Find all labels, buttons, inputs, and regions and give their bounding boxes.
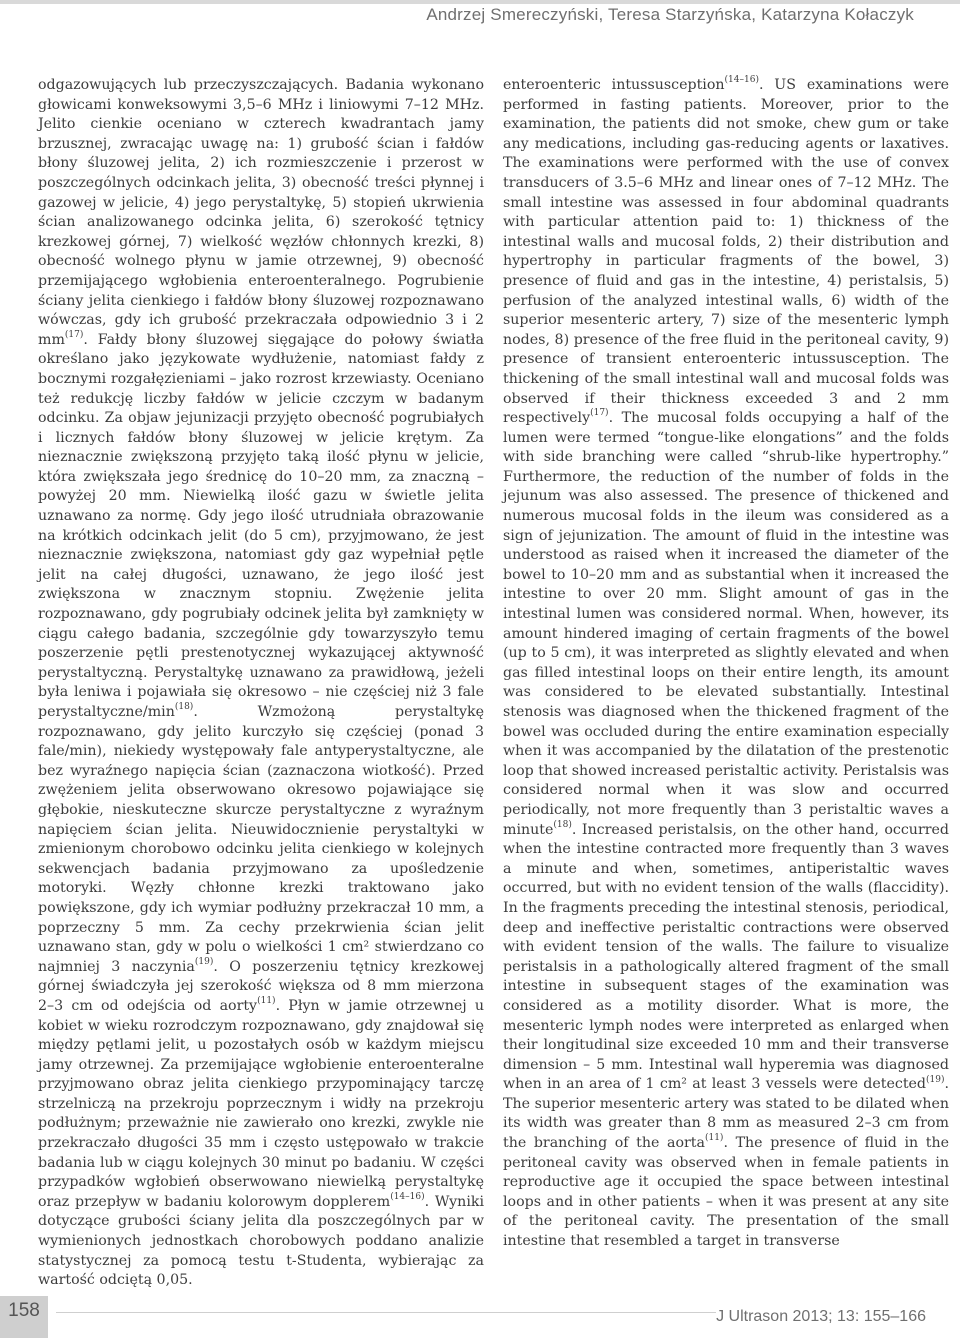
text-segment: . Fałdy błony śluzowej sięgające do połowy światła określano jako językowate wydłużenie, natomiast fałdy z bocznymi rozgałęzieniami – jako rozrost krzewiasty. Oceniano też redukcję liczby fałdów w jelicie czczym w badanym odcinku. Za objaw jejunizacji przyjęto obecność pogrubiałych i licznych fałdów błony śluzowej w jelicie krętym. Za nieznacznie zwiększoną przyjęto taką ilość płynu w jelicie, która zwiększała jego średnicę do 10–20 mm, za znaczną – powyżej 20 mm. Niewielką ilość gazu w świetle jelita uznawano za normę. Gdy jego ilość utrudniała obrazowanie na krótkich odcinkach jelit (do 5 cm), przyjmowano, że jest nieznacznie zwiększona, natomiast gdy gaz wypełniał pętle jelit na całej długości, uznawano, że jego ilość jest zwiększona w znacznym stopniu. Zwężenie jelita rozpoznawano, gdy pogrubiały odcinek jelita był zamknięty w ciągu całego badania, szczególnie gdy towarzyszyło temu poszerzenie pętli prestenotycznej wykazującej aktywność perystaltyczną. Perystaltykę uznawano za prawidłową, jeżeli była leniwa i pojawiała się okresowo – nie częściej niż 3 fale perystaltyczne/min xyxy=(38,331,484,720)
citation-ref: (17) xyxy=(590,408,609,419)
text-segment: . The superior mesenteric artery was stated to be dilated when its width was greater than 8 mm as measured 2–3 cm from the branching of the aorta xyxy=(503,1076,949,1152)
header-rule xyxy=(0,0,960,4)
citation-ref: (19) xyxy=(926,1074,945,1085)
citation-ref: (14–16) xyxy=(724,75,759,86)
citation-ref: (11) xyxy=(704,1133,724,1144)
text-segment: . Wzmożoną perystaltykę rozpoznawano, gdy jelito kurczyło się częściej (ponad 3 fale/min), niekiedy występowały fale antyperystaltyczne, ale bez wyraźnego napięcia ścian (zaznaczona wiotkość). Przed zwężeniem jelita obserwowano okresowo pojawiające się głębokie, nieskuteczne skurcze perystaltyczne z wyraźnym napięciem ścian jelita. Nieuwidocznienie perystaltyki w zmienionym chorobowo odcinku jelita cienkiego w kolejnych sekwencjach badania przyjmowano za upośledzenie motoryki. Węzły chłonne krezki traktowano jako powiększone, gdy ich wymiar podłużny przekraczał 10 mm, a poprzeczny 5 mm. Za cechy przekrwienia ścian jelit uznawano stan, gdy w polu o wielkości 1 cm² stwierdzano co najmniej 3 naczynia xyxy=(38,704,484,975)
english-paragraph xyxy=(503,76,949,1252)
text-segment: odgazowujących lub przeczyszczających. Badania wykonano głowicami konweksowymi 3,5–6 MHz i liniowymi 7–12 MHz. Jelito cienkie oceniano w czterech kwadrantach jamy brzusznej, zwracając uwagę na: 1) grubość ścian i fałdów błony śluzowej jelita, 2) ich rozmieszczenie i przerost w poszczególnych odcinkach jelita, 3) obecność treści płynnej i gazowej w jelicie, 4) jego perystaltykę, 5) stopień ukrwienia ścian analizowanego odcinka jelita, 6) szerokość tętnicy krezkowej górnej, 7) wielkość węzłów chłonnych krezki, 8) obecność wolnego płynu w jamie otrzewnej, 9) obecność przemijającego wgłobienia enteroenteralnego. Pogrubienie ściany jelita cienkiego i fałdów błony śluzowej rozpoznawano wówczas, gdy ich grubość przekraczała odpowiednio 3 i 2 mm xyxy=(38,77,484,348)
text-segment: . The presence of fluid in the peritoneal cavity was observed when in female patients in reproductive age it occupied the space between intestinal loops and in other patients – when it was present at any site of the peritoneal cavity. The presentation of the small intestine that resembled a target in transverse xyxy=(503,1135,949,1250)
right-column-english-text xyxy=(503,76,949,1252)
page-number: 158 xyxy=(8,1300,40,1321)
footer-rule xyxy=(56,1312,716,1313)
text-segment: . Wyniki dotyczące grubości ściany jelita dla poszczególnych par w wymienionych jednostkach chorobowych poddano analizie statystycznej za pomocą testu t-Studenta, wybierając za wartość odciętą 0,05. xyxy=(38,1193,484,1289)
journal-citation: J Ultrason 2013; 13: 155–166 xyxy=(716,1308,926,1325)
citation-ref: (18) xyxy=(174,702,194,713)
citation-ref: (19) xyxy=(194,956,214,967)
citation-ref: (18) xyxy=(553,819,572,830)
text-segment: . Increased peristalsis, on the other hand, occurred when the intestine contracted more frequently than 3 waves a minute and when, sometimes, antiperistaltic waves occurred, but with no evident tension of the walls (flaccidity). In the fragments preceding the intestinal stenosis, periodical, deep and ineffective peristaltic contractions were observed with evident tension of the walls. The failure to visualize peristalsis in a pathologically altered fragment of the small intestine in subsequent stages of the examination was considered as a motility disorder. What is more, the mesenteric lymph nodes were interpreted as enlarged when their longitudinal size exceeded 10 mm and their transverse dimension – 5 mm. Intestinal wall hyperemia was diagnosed when in an area of 1 cm² at least 3 vessels were detected xyxy=(503,821,949,1093)
text-segment: . US examinations were performed in fasting patients. Moreover, prior to the examination, the patients did not smoke, chew gum or take any medications, including gas-reducing agents or laxatives. The examinations were performed with the use of convex transducers of 3.5–6 MHz and linear ones of 7–12 MHz. The small intestine was assessed in four abdominal quadrants with particular attention paid to: 1) thickness of the intestinal walls and mucosal folds, 2) their distribution and hypertrophy in particular fragments of the bowel, 3) presence of fluid and gas in the intestine, 4) peristalsis, 5) perfusion of the analyzed intestinal walls, 6) width of the superior mesenteric artery, 7) size of the mesenteric lymph nodes, 8) presence of the free fluid in the peritoneal cavity, 9) presence of transient enteroenteric intussusception. The thickening of the small intestinal wall and mucosal folds was observed if their thickness exceeded 3 and 2 mm respectively xyxy=(503,77,950,427)
citation-ref: (14–16) xyxy=(390,1192,425,1203)
text-segment: . Płyn w jamie otrzewnej u kobiet w wieku rozrodczym rozpoznawano, gdy znajdował się między pętlami jelit, u pozostałych osób w każdym miejscu jamy otrzewnej. Za przemijające wgłobienie enteroenteralne przyjmowano obraz jelita cienkiego przypominający tarczę strzelniczą na przekroju poprzecznym i widły na przekroju podłużnym; przeważnie nie zawierało ono krezki, zwykle nie przekraczało długości 35 mm i często ustępowało w trakcie badania lub w ciągu kolejnych 30 minut po badaniu. W części przypadków wgłobień obserwowano niewielką perystaltykę oraz przepływ w badaniu kolorowym dopplerem xyxy=(38,997,485,1210)
citation-ref: (11) xyxy=(257,996,276,1007)
text-segment: . The mucosal folds occupying a half of the lumen were termed “tongue-like elongations” and the folds with side branching were called “shrub-like hypertrophy.” Furthermore, the reduction of the number of folds in the jejunum was also assessed. The presence of thickened and numerous mucosal folds in the ileum was considered as a sign of jejunization. The amount of fluid in the intestine was understood as raised when it increased the diameter of the bowel to 10–20 mm and as substantial when it increased the intestine to over 20 mm. Slight amount of gas in the intestinal lumen was considered normal. When, however, its amount hindered imaging of certain fragments of the bowel (up to 5 cm), it was interpreted as slightly elevated and when gas filled intestinal loops on their entire length, its amount was considered to be elevated substantially. Intestinal stenosis was diagnosed when the thickened fragment of the bowel was occluded during the entire examination especially when it was accompanied by the dilatation of the prestenotic loop that showed increased peristaltic activity. Peristalsis was considered normal when it was slow and occurred periodically, not more frequently than 3 peristaltic waves a minute xyxy=(503,410,949,838)
left-column-polish-text xyxy=(38,76,484,1291)
polish-paragraph xyxy=(38,76,484,1291)
text-segment: enteroenteric intussusception xyxy=(503,77,725,93)
text-segment: . O poszerzeniu tętnicy krezkowej górnej świadczyła jej szerokość większa od 8 mm mierzona 2–3 cm od odejścia od aorty xyxy=(38,958,484,1014)
citation-ref: (17) xyxy=(64,329,84,340)
running-head-authors: Andrzej Smereczyński, Teresa Starzyńska, Katarzyna Kołaczyk xyxy=(426,5,914,24)
